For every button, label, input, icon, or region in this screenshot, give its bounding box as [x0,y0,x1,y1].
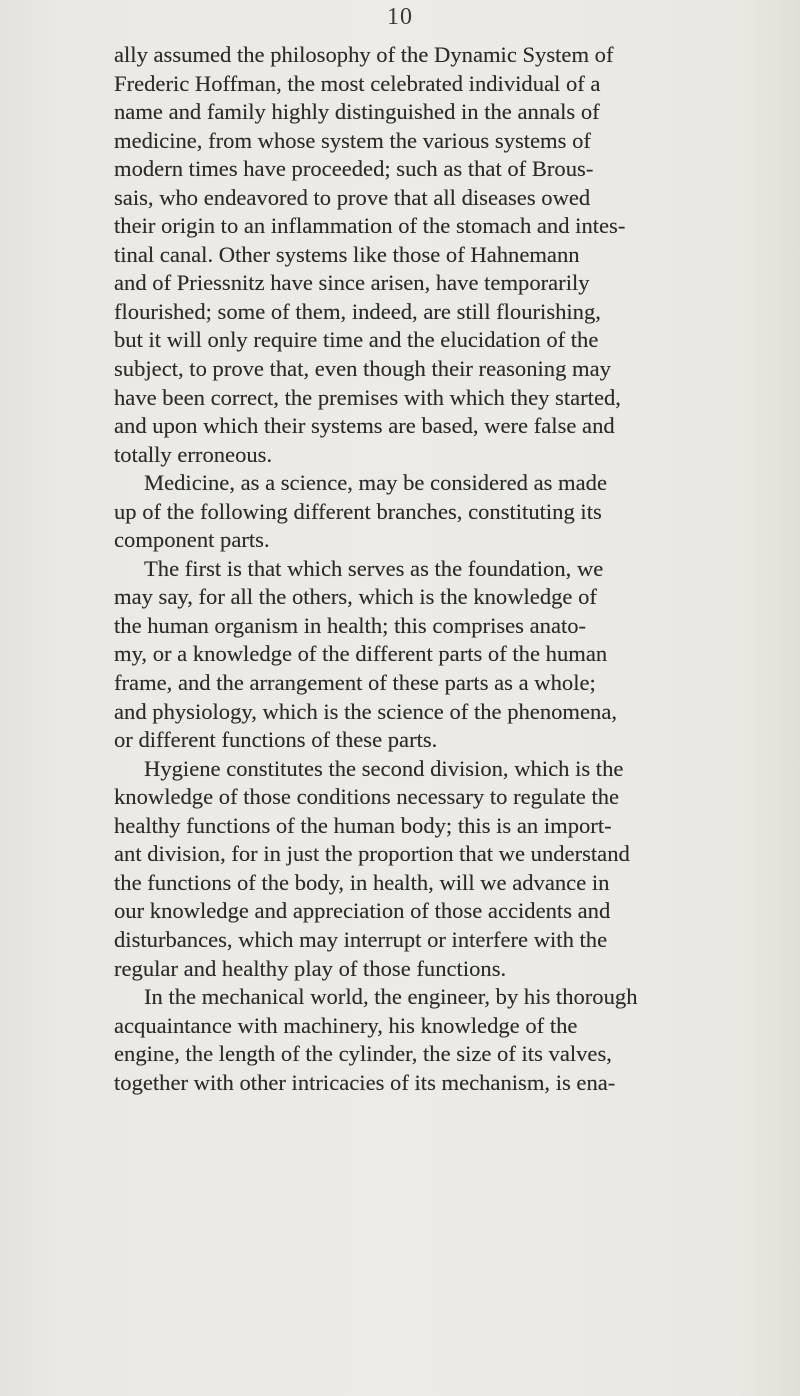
text-line: modern times have proceeded; such as that of Brous- [114,156,594,182]
text-line: Hygiene constitutes the second division, which is the [144,755,624,781]
text-line: sais, who endeavored to prove that all diseases owed [114,184,591,210]
text-line: totally erroneous. [114,441,273,467]
text-line: component parts. [114,527,270,553]
text-line: and of Priessnitz have since arisen, have temporarily [114,270,590,296]
text-line: together with other intricacies of its mechanism, is ena- [114,1069,616,1095]
text-line: may say, for all the others, which is the knowledge of [114,584,597,610]
text-line: knowledge of those conditions necessary to regulate the [114,784,620,810]
text-line: engine, the length of the cylinder, the size of its valves, [114,1041,612,1067]
text-line: but it will only require time and the elucidation of the [114,327,599,353]
text-line: regular and healthy play of those functions. [114,955,507,981]
text-line: ant division, for in just the proportion that we understand [114,841,630,867]
text-line: medicine, from whose system the various systems of [114,127,591,153]
body-text [114,41,734,1097]
text-line: the human organism in health; this comprises anato- [114,612,587,638]
text-line: frame, and the arrangement of these parts as a whole; [114,670,596,696]
text-line: Medicine, as a science, may be considered as made [144,470,607,496]
text-line: and upon which their systems are based, were false and [114,413,615,439]
text-line: acquaintance with machinery, his knowledge of the [114,1012,578,1038]
text-line: name and family highly distinguished in the annals of [114,99,600,125]
text-line: Frederic Hoffman, the most celebrated individual of a [114,70,601,96]
text-line: up of the following different branches, constituting its [114,498,602,524]
text-line: have been correct, the premises with which they started, [114,384,621,410]
text-line: or different functions of these parts. [114,727,438,753]
text-line: In the mechanical world, the engineer, by his thorough [144,984,638,1010]
text-line: the functions of the body, in health, will we advance in [114,869,610,895]
text-line: and physiology, which is the science of the phenomena, [114,698,617,724]
text-line: disturbances, which may interrupt or interfere with the [114,926,608,952]
text-line: The first is that which serves as the foundation, we [144,555,604,581]
text-line: ally assumed the philosophy of the Dynamic System of [114,42,614,67]
text-line: their origin to an inflammation of the stomach and intes- [114,213,626,239]
text-line: healthy functions of the human body; this is an import- [114,812,612,838]
text-line: subject, to prove that, even though their reasoning may [114,356,611,382]
text-line: tinal canal. Other systems like those of Hahnemann [114,241,580,267]
text-line: my, or a knowledge of the different parts of the human [114,641,608,667]
text-line: flourished; some of them, indeed, are still flourishing, [114,298,601,324]
text-line: our knowledge and appreciation of those accidents and [114,898,611,924]
page-number: 10 [387,4,413,30]
